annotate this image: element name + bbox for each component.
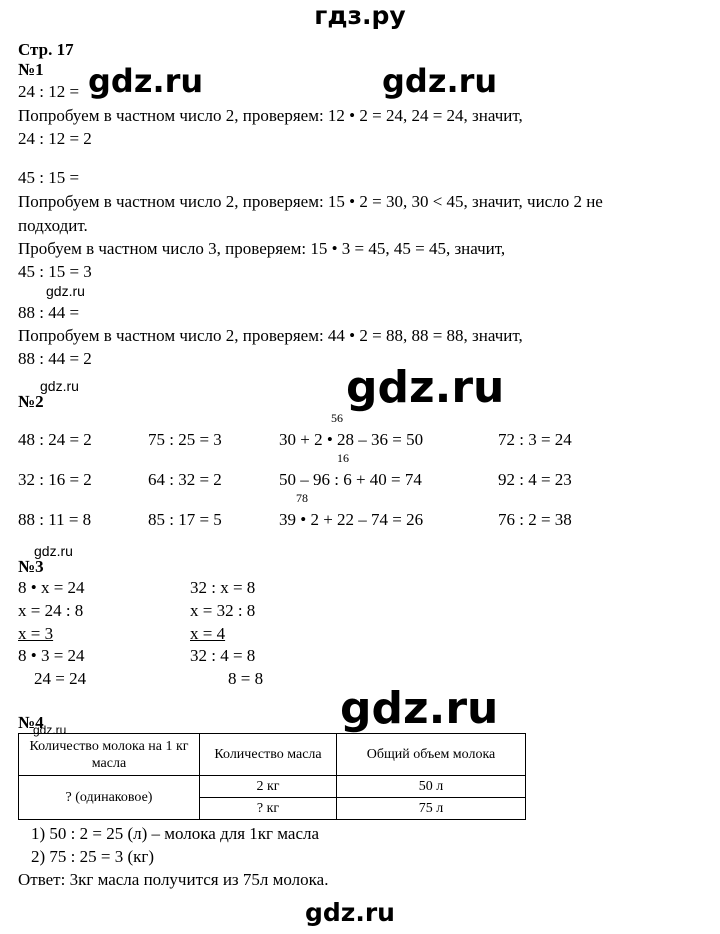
task3-left-line: x = 24 : 8	[18, 601, 84, 620]
table-cell: ? (одинаковое)	[19, 776, 200, 820]
watermark: gdz.ru	[382, 62, 498, 100]
task3-right-line: x = 32 : 8	[190, 601, 256, 620]
task3-right-line: x = 4	[190, 624, 226, 643]
site-header: гдз.ру	[314, 1, 406, 30]
task3-right-line: 32 : x = 8	[190, 578, 256, 597]
task3-left-line: 24 = 24	[34, 669, 87, 688]
task4-answer: Ответ: 3кг масла получится из 75л молока.	[18, 870, 329, 889]
page-number: Стр. 17	[18, 40, 74, 59]
table-cell: 2 кг	[200, 776, 337, 798]
task4-step: 1) 50 : 2 = 25 (л) – молока для 1кг масла	[31, 824, 320, 843]
task2-cell: 30 + 2 • 28 – 36 = 50	[279, 430, 424, 449]
task2-cell: 32 : 16 = 2	[18, 470, 92, 489]
task2-cell: 39 • 2 + 22 – 74 = 26	[279, 510, 424, 529]
task3-title: №3	[18, 557, 44, 576]
task2-cell: 64 : 32 = 2	[148, 470, 222, 489]
watermark: gdz.ru	[346, 362, 505, 413]
task1-line: 45 : 15 =	[18, 168, 80, 187]
task1-line: Попробуем в частном число 2, проверяем: 15 • 2 = 30, 30 < 45, значит, число 2 не	[18, 192, 603, 211]
task2-title: №2	[18, 392, 44, 411]
task2-cell: 85 : 17 = 5	[148, 510, 222, 529]
task1-line: 24 : 12 =	[18, 82, 80, 101]
task1-title: №1	[18, 60, 44, 79]
task1-line: подходит.	[18, 216, 88, 235]
task4-step: 2) 75 : 25 = 3 (кг)	[31, 847, 155, 866]
task3-right-line: 8 = 8	[228, 669, 264, 688]
watermark: gdz.ru	[33, 723, 67, 737]
task2-note: 78	[296, 491, 308, 505]
task3-left-line: 8 • x = 24	[18, 578, 85, 597]
task1-line: Попробуем в частном число 2, проверяем: 44 • 2 = 88, 88 = 88, значит,	[18, 326, 523, 345]
task2-note: 56	[331, 411, 343, 425]
task2-cell: 88 : 11 = 8	[18, 510, 92, 529]
task2-cell: 92 : 4 = 23	[498, 470, 572, 489]
table-cell: 50 л	[337, 776, 526, 798]
watermark: gdz.ru	[34, 543, 73, 559]
task1-line: 88 : 44 = 2	[18, 349, 92, 368]
table-header: Количество молока на 1 кг масла	[19, 734, 200, 776]
task2-cell: 48 : 24 = 2	[18, 430, 92, 449]
watermark: gdz.ru	[340, 683, 499, 734]
task4-title: №4	[18, 713, 44, 732]
task1-line: Попробуем в частном число 2, проверяем: 12 • 2 = 24, 24 = 24, значит,	[18, 106, 523, 125]
table-header: Общий объем молока	[337, 734, 526, 776]
watermark: gdz.ru	[46, 283, 85, 299]
table-cell: ? кг	[200, 798, 337, 820]
watermark: gdz.ru	[88, 62, 204, 100]
task3-left-line: 8 • 3 = 24	[18, 646, 85, 665]
task3-left-line: x = 3	[18, 624, 54, 643]
task3-right-line: 32 : 4 = 8	[190, 646, 256, 665]
task2-cell: 75 : 25 = 3	[148, 430, 222, 449]
task2-cell: 50 – 96 : 6 + 40 = 74	[279, 470, 422, 489]
table-cell: 75 л	[337, 798, 526, 820]
task1-line: Пробуем в частном число 3, проверяем: 15 • 3 = 45, 45 = 45, значит,	[18, 239, 506, 258]
task1-line: 45 : 15 = 3	[18, 262, 92, 281]
task2-cell: 72 : 3 = 24	[498, 430, 572, 449]
table-header: Количество масла	[200, 734, 337, 776]
task1-line: 88 : 44 =	[18, 303, 80, 322]
watermark: gdz.ru	[305, 898, 395, 927]
task2-note: 16	[337, 451, 349, 465]
task2-cell: 76 : 2 = 38	[498, 510, 572, 529]
watermark: gdz.ru	[40, 378, 79, 394]
task1-line: 24 : 12 = 2	[18, 129, 92, 148]
milk-table	[18, 733, 526, 820]
